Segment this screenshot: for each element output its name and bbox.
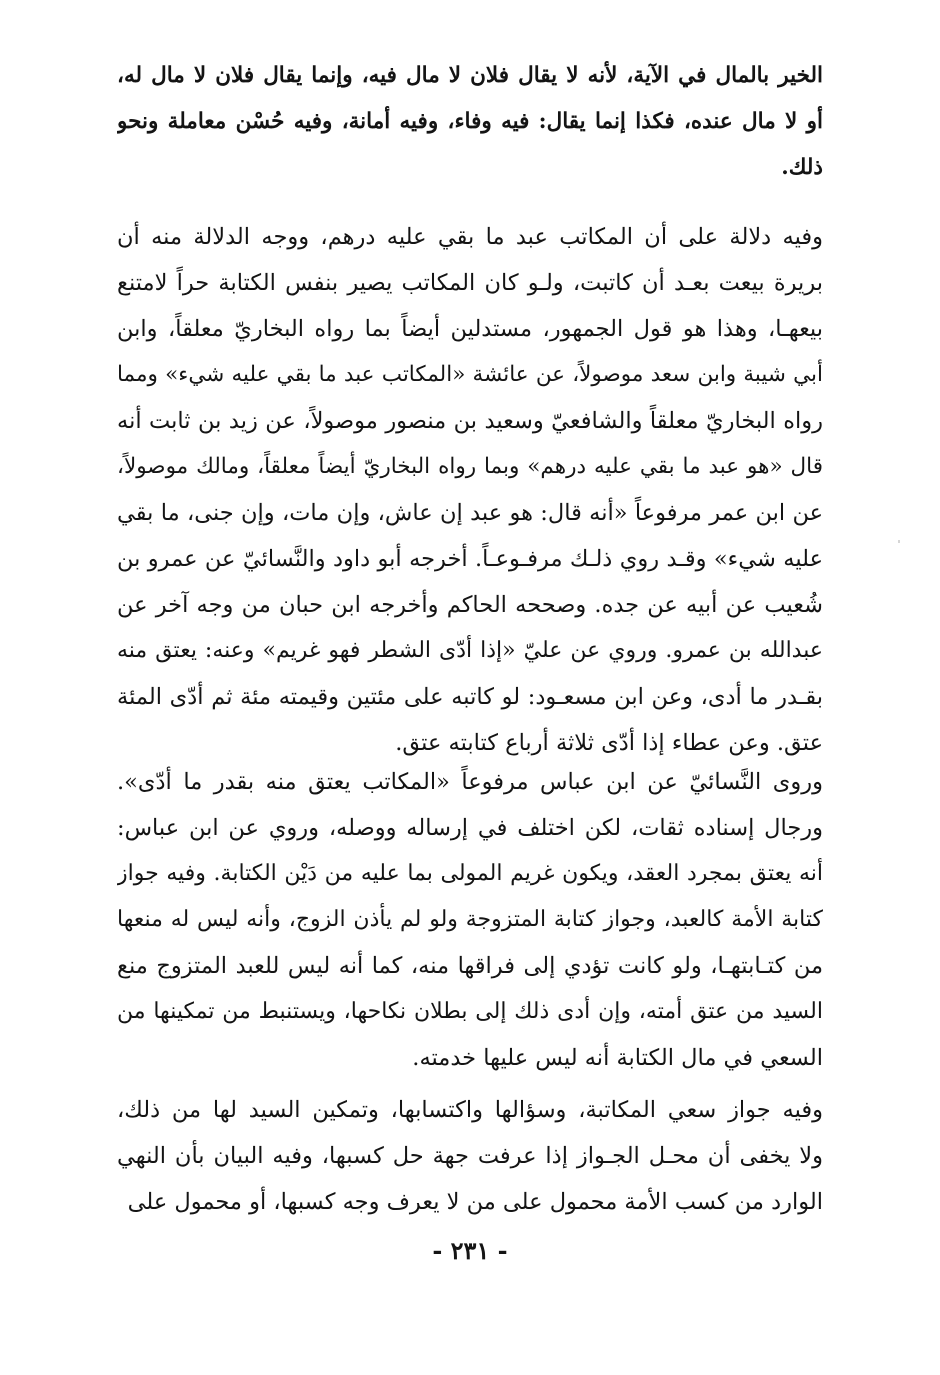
page-number: - ٢٣١ - bbox=[432, 1236, 508, 1265]
text-line: الخير بالمال في الآية، لأنه لا يقال فلان لا مال فيه، وإنما يقال فلان لا مال له، bbox=[117, 63, 823, 88]
text-line: بقـدر ما أدى، وعن ابن مسعـود: لو كاتبه على مئتين وقيمته مئة ثم أدّى المئة bbox=[117, 684, 823, 710]
paragraph-4 bbox=[117, 1087, 823, 1225]
text-line: وروى النَّسائيّ عن ابن عباس مرفوعاً «المكاتب يعتق منه بقدر ما أدّى». bbox=[117, 769, 823, 795]
text-line: من كتـابتهـا، ولو كانت تؤدي إلى فراقها منه، كما أنه ليس للعبد المتزوج منع bbox=[117, 953, 823, 979]
text-line: وفيه جواز سعي المكاتبة، وسؤالها واكتسابها، وتمكين السيد لها من ذلك، bbox=[117, 1097, 823, 1123]
paragraph-1 bbox=[117, 53, 823, 191]
text-line: ذلك. bbox=[781, 155, 823, 180]
text-line: رواه البخاريّ معلقاً والشافعيّ وسعيد بن منصور موصولاً، عن زيد بن ثابت أنه bbox=[117, 408, 823, 434]
text-line: بيعهـا، وهذا هو قول الجمهور، مستدلين أيضاً بما رواه البخاريّ معلقاً، وابن bbox=[117, 316, 823, 342]
text-line: كتابة الأمة كالعبد، وجواز كتابة المتزوجة ولو لم يأذن الزوج، وأنه ليس له منعها bbox=[117, 907, 823, 932]
text-line: ورجال إسناده ثقات، لكن اختلف في إرساله ووصله، وروي عن ابن عباس: bbox=[117, 815, 823, 841]
text-line: ولا يخفى أن محـل الجـواز إذا عرفت جهة حل كسبها، وفيه البيان بأن النهي bbox=[117, 1143, 823, 1169]
text-line: أبي شيبة وابن سعد موصولاً، عن عائشة «المكاتب عبد ما بقي عليه شيء» ومما bbox=[117, 362, 823, 387]
text-line: السعي في مال الكتابة أنه ليس عليها خدمته. bbox=[412, 1045, 823, 1071]
text-line: السيد من عتق أمته، وإن أدى ذلك إلى بطلان نكاحها، ويستنبط من تمكينها من bbox=[117, 999, 823, 1024]
paragraph-3 bbox=[117, 759, 823, 1081]
scan-speck bbox=[898, 540, 900, 543]
text-line: الوارد من كسب الأمة محمول على من لا يعرف وجه كسبها، أو محمول على bbox=[127, 1189, 823, 1215]
text-line: أو لا مال عنده، فكذا إنما يقال: فيه وفاء، وفيه أمانة، وفيه حُسْن معاملة ونحو bbox=[117, 109, 823, 134]
text-line: عليه شيء» وقـد روي ذلـك مرفـوعـاً. أخرجه أبو داود والنَّسائيّ عن عمرو بن bbox=[117, 546, 823, 572]
text-line: عتق. وعن عطاء إذا أدّى ثلاثة أرباع كتابته عتق. bbox=[395, 730, 823, 756]
text-line: شُعيب عن أبيه عن جده. وصححه الحاكم وأخرجه ابن حبان من وجه آخر عن bbox=[117, 592, 823, 618]
paragraph-2 bbox=[117, 214, 823, 766]
text-line: وفيه دلالة على أن المكاتب عبد ما بقي عليه درهم، ووجه الدلالة منه أن bbox=[117, 224, 823, 250]
text-line: قال «هو عبد ما بقي عليه درهم» وبما رواه البخاريّ أيضاً معلقاً، ومالك موصولاً، bbox=[117, 454, 823, 479]
text-line: عن ابن عمر مرفوعاً «أنه قال: هو عبد إن عاش، وإن مات، وإن جنى، ما بقي bbox=[117, 500, 823, 526]
text-line: أنه يعتق بمجرد العقد، ويكون غريم المولى بما عليه من دَيْن الكتابة. وفيه جواز bbox=[117, 861, 823, 886]
text-line: عبدالله بن عمرو. وروي عن عليّ «إذا أدّى الشطر فهو غريم» وعنه: يعتق منه bbox=[117, 638, 823, 663]
text-line: بريرة بيعت بعـد أن كاتبت، ولـو كان المكاتب يصير بنفس الكتابة حراً لامتنع bbox=[117, 270, 823, 296]
